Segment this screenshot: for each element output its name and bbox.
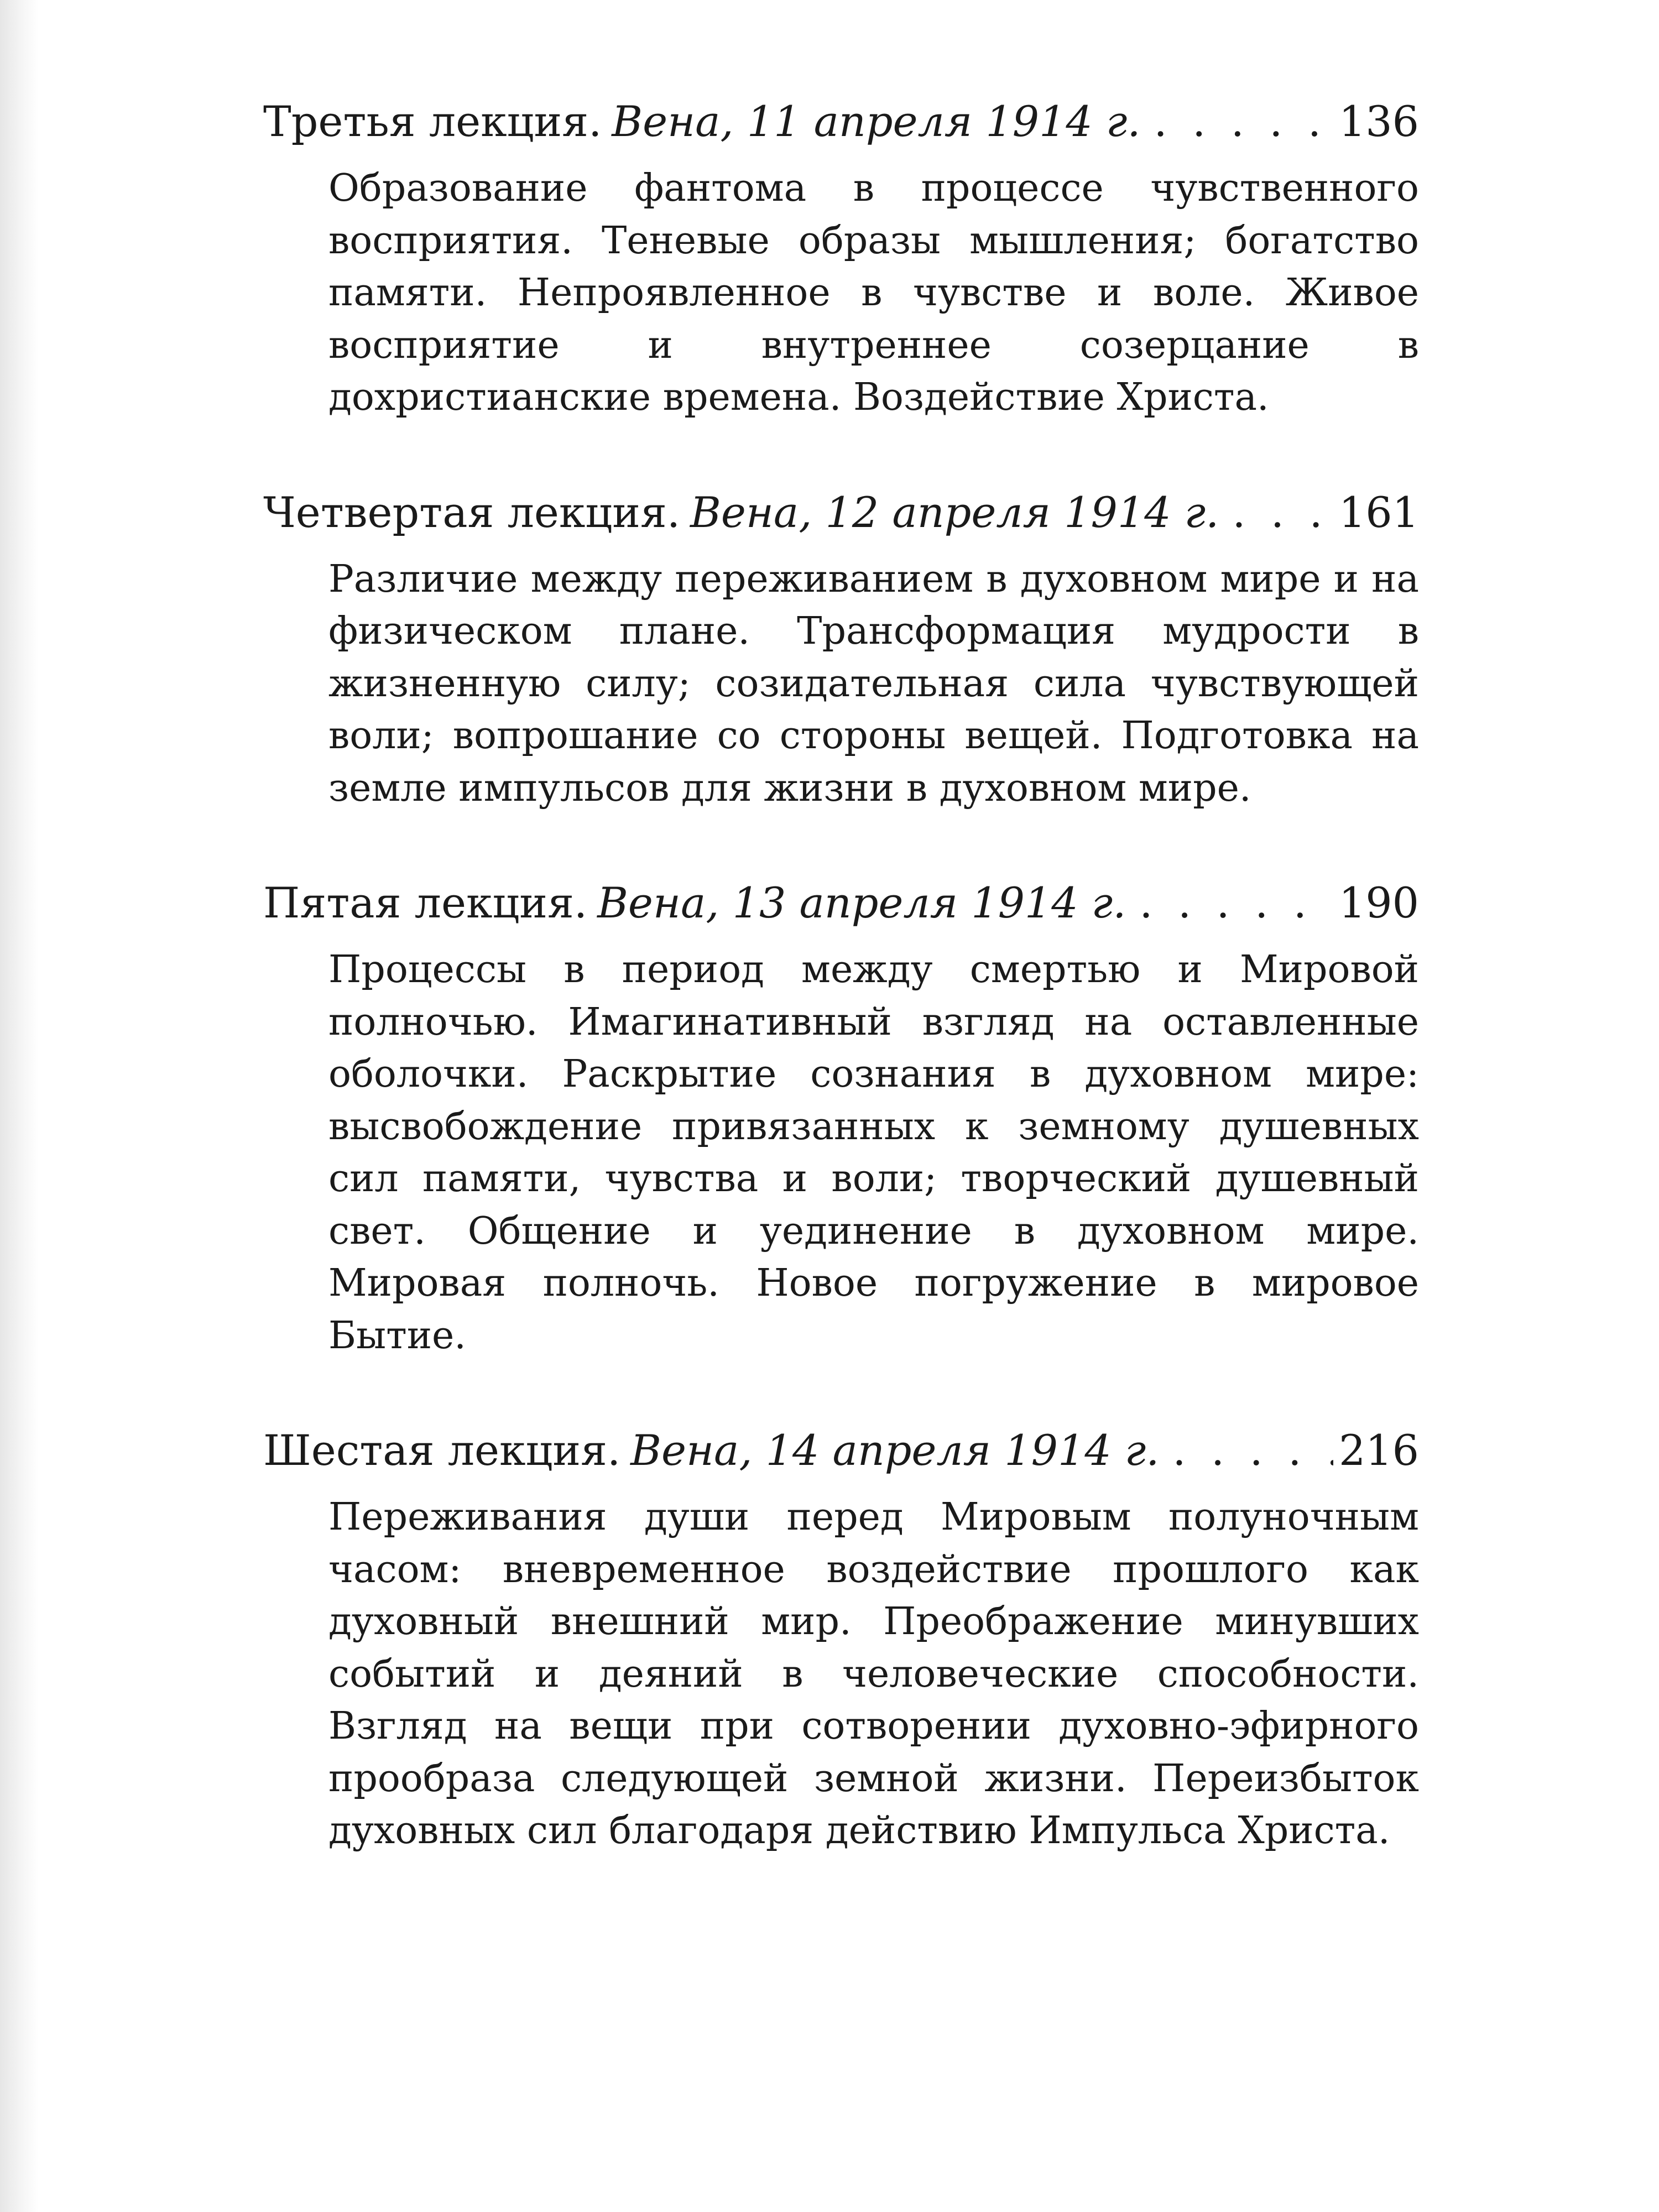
dot-leader: [1172, 1423, 1333, 1478]
lecture-summary: Образование фантома в процессе чувственного восприятия. Теневые образы мышления; богатство памяти. Непроявленное в чувстве и воле. Живое восприятие и внутреннее созерцание в дохристианские времена. Воздействие Христа.: [328, 166, 1419, 419]
lecture-summary: Процессы в период между смертью и Мировой полночью. Имагинативный взгляд на оставленные оболочки. Раскрытие сознания в духовном мире: высвобождение привязанных к земному душевных сил памяти, чувства и воли; творческий душевный свет. Общение и уединение в духовном мире. Мировая полночь. Новое погружение в мировое Бытие.: [328, 948, 1419, 1358]
lecture-place-date: Вена, 12 апреля 1914 г.: [690, 487, 1219, 537]
toc-entry-heading: [263, 94, 1419, 149]
lecture-place-date: Вена, 11 апреля 1914 г.: [612, 97, 1141, 146]
lecture-summary: Переживания души перед Мировым полуночным часом: вневременное воздействие прошлого как духовный внешний мир. Преображение минувших событий и деяний в человеческие способности. Взгляд на вещи при сотворении духовно-эфирного прообраза следующей земной жизни. Переизбыток духовных сил благодаря действию Импульса Христа.: [328, 1495, 1419, 1853]
page-number: 190: [1338, 878, 1419, 927]
lecture-title: Шестая лекция.: [263, 1426, 621, 1475]
toc-entry-heading: [263, 875, 1419, 931]
lecture-place-date: Вена, 13 апреля 1914 г.: [597, 878, 1126, 927]
table-of-contents: [263, 94, 1419, 1918]
toc-entry-lecture-6: [263, 1423, 1419, 1858]
lecture-place-date: Вена, 14 апреля 1914 г.: [630, 1426, 1160, 1475]
lecture-title: Четвертая лекция.: [263, 487, 681, 537]
dot-leader: [1139, 875, 1333, 931]
toc-entry-heading: [263, 485, 1419, 540]
lecture-summary: Различие между переживанием в духовном мире и на физическом плане. Трансформация мудрости в жизненную силу; созидательная сила чувствующей воли; вопрошание со стороны вещей. Подготовка на земле импульсов для жизни в духовном мире.: [328, 557, 1419, 810]
page-binding-shadow: [0, 0, 39, 2212]
page-number: 161: [1338, 487, 1419, 537]
page-number: 136: [1338, 97, 1419, 146]
lecture-title: Пятая лекция.: [263, 878, 588, 927]
toc-entry-heading: [263, 1423, 1419, 1478]
dot-leader: [1154, 94, 1333, 149]
lecture-title: Третья лекция.: [263, 97, 602, 146]
page-number: 216: [1338, 1426, 1419, 1475]
toc-entry-lecture-4: [263, 485, 1419, 815]
dot-leader: [1232, 485, 1333, 540]
toc-entry-lecture-5: [263, 875, 1419, 1362]
toc-entry-lecture-3: [263, 94, 1419, 424]
